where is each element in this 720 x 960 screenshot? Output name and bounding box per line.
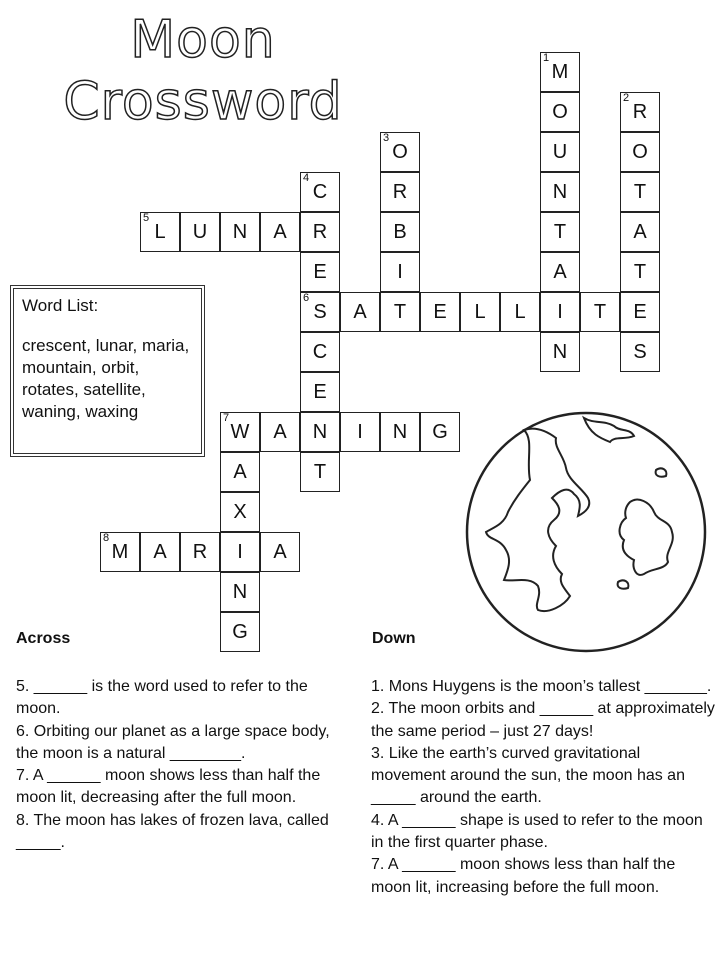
grid-cell: [380, 132, 420, 172]
grid-cell: [420, 412, 460, 452]
grid-cell: [340, 292, 380, 332]
cell-letter: N: [552, 341, 568, 363]
grid-cell: [220, 532, 260, 572]
down-clue-3: 3. Like the earth’s curved gravitational movement around the sun, the moon has an _____ around the earth.: [371, 744, 685, 807]
word-list-box: [10, 285, 205, 457]
grid-cell: [220, 612, 260, 652]
grid-cell: [300, 172, 340, 212]
cell-letter: T: [633, 261, 647, 283]
down-clue-4: 4. A ______ shape is used to refer to the moon in the first quarter phase.: [371, 811, 703, 852]
grid-cell: [140, 532, 180, 572]
grid-cell: [300, 412, 340, 452]
cell-letter: A: [153, 541, 167, 563]
cell-letter: L: [514, 301, 526, 323]
cell-letter: R: [192, 541, 208, 563]
grid-cell: [220, 212, 260, 252]
cell-letter: N: [552, 181, 568, 203]
grid-cell: [620, 92, 660, 132]
title-moon: Moon: [130, 10, 276, 70]
cell-letter: C: [312, 341, 328, 363]
grid-cell: [540, 172, 580, 212]
cell-letter: G: [432, 421, 448, 443]
across-clue-5: 5. ______ is the word used to refer to the moon.: [16, 678, 308, 718]
clue-number: 4: [303, 172, 310, 184]
cell-letter: A: [273, 221, 287, 243]
grid-cell: [620, 132, 660, 172]
cell-letter: O: [392, 141, 408, 163]
moon-drawing: [464, 410, 708, 654]
cell-letter: T: [393, 301, 407, 323]
grid-cell: [380, 292, 420, 332]
cell-letter: S: [633, 341, 647, 363]
cell-letter: U: [552, 141, 568, 163]
grid-cell: [180, 212, 220, 252]
cell-letter: N: [232, 221, 248, 243]
cell-letter: U: [192, 221, 208, 243]
clue-number: 2: [623, 92, 630, 104]
across-heading: Across: [16, 630, 71, 647]
cell-letter: I: [357, 421, 363, 443]
clue-number: 7: [223, 412, 230, 424]
cell-letter: A: [273, 541, 287, 563]
across-clue-6: 6. Orbiting our planet as a large space body, the moon is a natural ________.: [16, 722, 330, 762]
grid-cell: [580, 292, 620, 332]
grid-cell: [180, 532, 220, 572]
across-clue-7: 7. A ______ moon shows less than half the moon lit, decreasing after the full moon.: [16, 767, 321, 807]
cell-letter: T: [633, 181, 647, 203]
cell-letter: E: [633, 301, 647, 323]
cell-letter: A: [233, 461, 247, 483]
grid-cell: [380, 412, 420, 452]
cell-letter: C: [312, 181, 328, 203]
cell-letter: R: [632, 101, 648, 123]
grid-cell: [620, 292, 660, 332]
cell-letter: T: [553, 221, 567, 243]
cell-letter: S: [313, 301, 327, 323]
grid-cell: [220, 572, 260, 612]
grid-cell: [300, 372, 340, 412]
grid-cell: [140, 212, 180, 252]
grid-cell: [220, 412, 260, 452]
grid-cell: [380, 212, 420, 252]
clue-number: 1: [543, 52, 550, 64]
cell-letter: I: [557, 301, 563, 323]
across-clue-8: 8. The moon has lakes of frozen lava, called _____.: [16, 811, 329, 852]
grid-cell: [300, 252, 340, 292]
grid-cell: [260, 212, 300, 252]
down-clue-1: 1. Mons Huygens is the moon’s tallest _______.: [371, 678, 712, 695]
grid-cell: [540, 132, 580, 172]
grid-cell: [540, 212, 580, 252]
grid-cell: [220, 492, 260, 532]
grid-cell: [300, 332, 340, 372]
grid-cell: [620, 212, 660, 252]
cell-letter: T: [593, 301, 607, 323]
cell-letter: R: [312, 221, 328, 243]
cell-letter: A: [353, 301, 367, 323]
cell-letter: G: [232, 621, 248, 643]
cell-letter: A: [273, 421, 287, 443]
word-list-title: Word List:: [22, 296, 99, 315]
cell-letter: L: [154, 221, 166, 243]
grid-cell: [500, 292, 540, 332]
grid-cell: [620, 172, 660, 212]
cell-letter: R: [392, 181, 408, 203]
clue-number: 3: [383, 132, 390, 144]
cell-letter: E: [313, 261, 327, 283]
cell-letter: I: [237, 541, 243, 563]
cell-letter: M: [551, 61, 569, 83]
grid-cell: [540, 252, 580, 292]
grid-cell: [540, 52, 580, 92]
cell-letter: E: [313, 381, 327, 403]
cell-letter: A: [633, 221, 647, 243]
cell-letter: N: [312, 421, 328, 443]
cell-letter: O: [552, 101, 568, 123]
grid-cell: [300, 292, 340, 332]
down-clue-2: 2. The moon orbits and ______ at approximately the same period – just 27 days!: [371, 700, 715, 740]
clue-number: 8: [103, 532, 110, 544]
grid-cell: [540, 332, 580, 372]
down-clue-7: 7. A ______ moon shows less than half the moon lit, increasing before the full moon.: [371, 856, 676, 896]
grid-cell: [260, 412, 300, 452]
grid-cell: [380, 172, 420, 212]
grid-cell: [260, 532, 300, 572]
cell-letter: M: [111, 541, 129, 563]
cell-letter: T: [313, 461, 327, 483]
grid-cell: [620, 252, 660, 292]
grid-cell: [540, 92, 580, 132]
moon-outline: [467, 413, 705, 651]
grid-cell: [380, 252, 420, 292]
cell-letter: E: [433, 301, 447, 323]
clue-number: 6: [303, 292, 310, 304]
cell-letter: I: [397, 261, 403, 283]
cell-letter: B: [393, 221, 407, 243]
grid-cell: [620, 332, 660, 372]
cell-letter: X: [233, 501, 247, 523]
title-crossword: Crossword: [63, 72, 343, 132]
cell-letter: N: [232, 581, 248, 603]
grid-cell: [100, 532, 140, 572]
cell-letter: O: [632, 141, 648, 163]
grid-cell: [420, 292, 460, 332]
grid-cell: [340, 412, 380, 452]
grid-cell: [300, 212, 340, 252]
grid-cell: [300, 452, 340, 492]
across-clue-list: [16, 676, 356, 854]
down-clue-list: [371, 676, 716, 899]
clue-number: 5: [143, 212, 150, 224]
cell-letter: N: [392, 421, 408, 443]
word-list-words: crescent, lunar, maria, mountain, orbit, rotates, satellite, waning, waxing: [22, 336, 190, 421]
grid-cell: [460, 292, 500, 332]
cell-letter: A: [553, 261, 567, 283]
cell-letter: L: [474, 301, 486, 323]
cell-letter: W: [230, 421, 250, 443]
grid-cell: [540, 292, 580, 332]
grid-cell: [220, 452, 260, 492]
down-heading: Down: [372, 630, 416, 647]
